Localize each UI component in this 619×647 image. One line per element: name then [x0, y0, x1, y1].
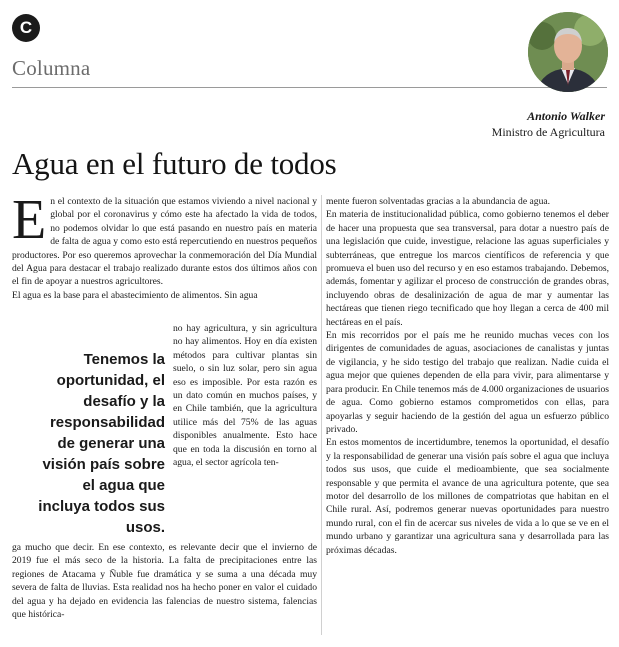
paragraph-2-start: El agua es la base para el abastecimiento de alimentos. Sin agua	[12, 289, 258, 301]
article-headline: Agua en el futuro de todos	[12, 146, 337, 181]
drop-cap: E	[12, 189, 47, 251]
body-column-1-top	[12, 189, 317, 302]
paragraph-col2-4: En estos momentos de incertidumbre, tenemos la oportunidad, el desafío y la responsabilidad de generar una visión país sobre el agua que incluya todos sus usos, que cuide el medioambiente, que sea socialmente responsable y que permita el avance de una agricultura potente, que sea motor del desarrollo de los millones de compatriotas que habitan en el Chile rural. Así, podremos generar nuevas oportunidades para nuestro mundo rural, con el fin de acercar sus niveles de vida a lo que se ve en el mundo urbano y garantizar una agricultura sana y desarrollada para las próximas décadas.	[326, 437, 609, 556]
header-divider	[12, 87, 607, 88]
pull-quote: Tenemos la oportunidad, el desafío y la responsabilidad de generar una visión país sobre el agua que incluya todos sus usos.	[38, 351, 165, 536]
author-photo	[528, 12, 608, 92]
author-portrait-image	[528, 12, 608, 92]
paragraph-col2-3: En mis recorridos por el país me he reunido muchas veces con los dirigentes de comunidades de aguas, asociaciones de canalistas y juntas de vigilancia, y he sido testigo del trabajo que realizan. Nadie cuida el agua mejor que quienes dependen de ella para vivir, para alimentarse y para producir. En Chile tenemos más de 4.000 organizaciones de usuarios de agua. Como gobierno estamos comprometidos con ellas, para apoyarlas y seguir haciendo de la gestión del agua un esfuerzo público privado.	[326, 330, 609, 435]
section-label: Columna	[12, 56, 91, 80]
body-column-1-narrow	[173, 322, 317, 469]
author-role: Ministro de Agricultura	[491, 125, 605, 139]
paragraph-2-narrow: no hay agricultura, y sin agricultura no hay alimentos. Hoy en día existen métodos para cultivar plantas sin suelo, o sin luz solar, pero sin agua eso es imposible. Por esta razón es un dato común en muchos países, y en Chile también, que la agricultura utilice más del 75% de las aguas disponibles anualmente. Esto hace que en toda la discusión en torno al agua, el sector agrícola ten-	[173, 323, 317, 469]
paragraph-2-end: ga mucho que decir. En ese contexto, es relevante decir que el invierno de 2019 fue el más seco de la historia. La falta de precipitaciones entre las regiones de Atacama y Ñuble fue dramática y se suma a una década muy severa de falta de lluvias. Esta realidad nos ha hecho poner en valor el cuidado del agua y ha dejado en evidencia las falencias de nuestro sistema, falencias que histórica-	[12, 542, 317, 621]
paragraph-col2-2: En materia de institucionalidad pública, como gobierno tenemos el deber de hacer una propuesta que sea transversal, para dotar a nuestro país de una legislación que cuide, investigue, relacione las aguas superficiales y subterráneas, que entregue los marcos científicos de referencia y que promueva el buen uso del recurso y en eso estamos trabajando. Debemos, además, fomentar y agilizar el proceso de construcción de grandes obras, incluyendo obras de desalinización de agua de mar y aumentar las hectáreas que tienen riego tecnificado que hoy llegan a cerca de 400 mil hectáreas en el país.	[326, 209, 609, 328]
column-divider	[321, 195, 322, 635]
paragraph-intro	[12, 189, 317, 289]
author-name: Antonio Walker	[527, 109, 605, 123]
body-column-2	[326, 195, 609, 557]
intro-text: n el contexto de la situación que estamos viviendo a nivel nacional y global por el coronavirus y cómo este ha afectado la vida de todos, no podemos olvidar lo que está pasando en nuestro país en materia de falta de agua y como esto está repercutiendo en nuestros pequeños productores. Por eso queremos aprovechar la conmemoración del Día Mundial del Agua para destacar el trabajo realizado durante estos dos últimos años con el fin de apoyar a nuestros agricultores.	[12, 196, 317, 288]
column-badge: C	[12, 14, 40, 42]
paragraph-col2-1: mente fueron solventadas gracias a la abundancia de agua.	[326, 196, 551, 207]
body-column-1-bottom	[12, 541, 317, 621]
